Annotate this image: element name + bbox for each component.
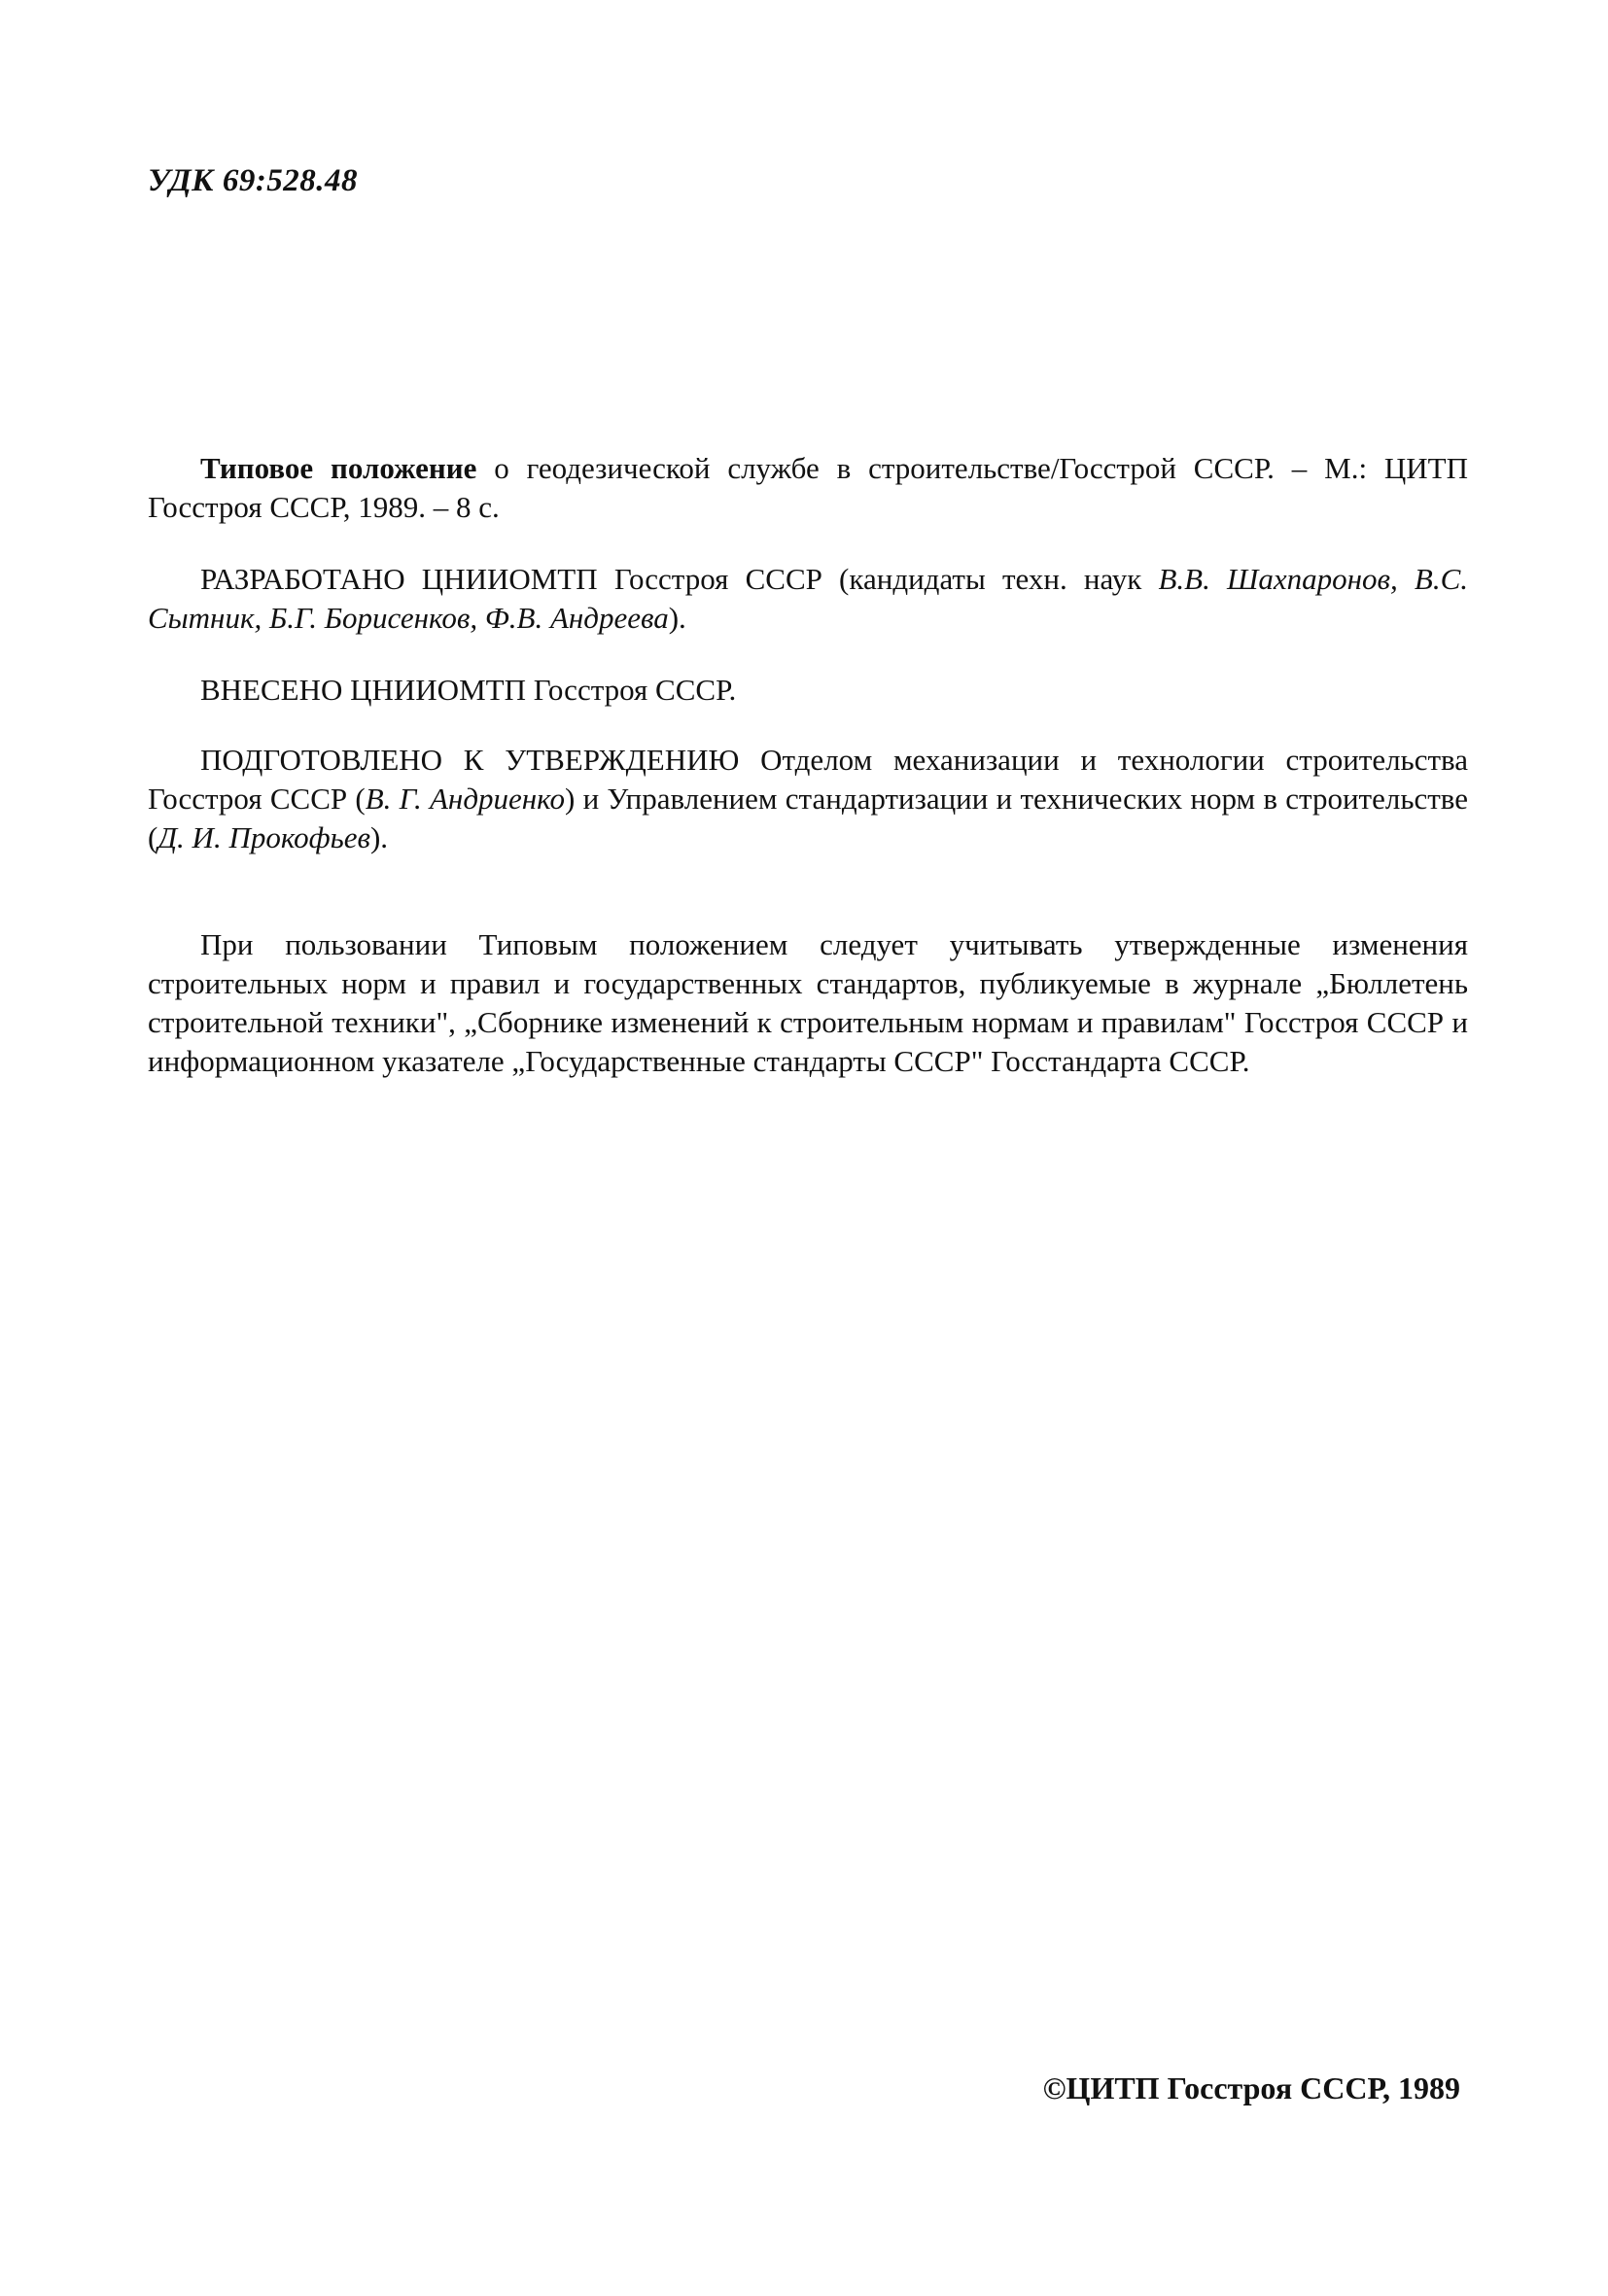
bibliographic-paragraph [148, 449, 1468, 527]
bibliographic-details: о геодезической службе в строительстве/Госстрой СССР. – М.: ЦИТП Госстроя СССР, 1989. – 8 с. [148, 451, 1469, 524]
usage-note-section [148, 925, 1468, 1081]
developed-authors: В.В. Шахпаронов, В.С. Сытник, Б.Г. Борисенков, Ф.В. Андреева [148, 562, 1469, 635]
prepared-part2: ) и Управлением стандартизации и технических норм в строительстве ( [148, 782, 1468, 854]
usage-note-paragraph: При пользовании Типовым положением следует учитывать утвержденные изменения строительных норм и правил и государственных стандартов, публикуемые в журнале „Бюллетень строительной техники", „Сборнике изменений к строительным нормам и правилам" Госстроя СССР и информационном указателе „Государственные стандарты СССР" Госстандарта СССР. [148, 927, 1468, 1078]
introduced-section [148, 671, 1468, 710]
introduced-paragraph: ВНЕСЕНО ЦНИИОМТП Госстроя СССР. [200, 673, 737, 707]
copyright-notice: ©ЦИТП Госстроя СССР, 1989 [1042, 2070, 1460, 2105]
developed-by-section [148, 560, 1468, 638]
document-title: Типовое положение [200, 451, 477, 485]
prepared-person2: Д. И. Прокофьев [157, 820, 370, 854]
developed-paragraph [148, 560, 1468, 638]
developed-suffix: ). [668, 601, 686, 635]
prepared-section [148, 741, 1468, 857]
prepared-person1: В. Г. Андриенко [365, 782, 565, 816]
prepared-part1: ПОДГОТОВЛЕНО К УТВЕРЖДЕНИЮ Отделом механизации и технологии строительства Госстроя СССР ( [148, 743, 1468, 816]
udk-code: УДК 69:528.48 [148, 163, 359, 198]
prepared-paragraph [148, 741, 1468, 857]
developed-prefix: РАЗРАБОТАНО ЦНИИОМТП Госстроя СССР (кандидаты техн. наук [200, 562, 1159, 596]
bibliographic-record [148, 449, 1468, 527]
prepared-part3: ). [369, 820, 389, 854]
